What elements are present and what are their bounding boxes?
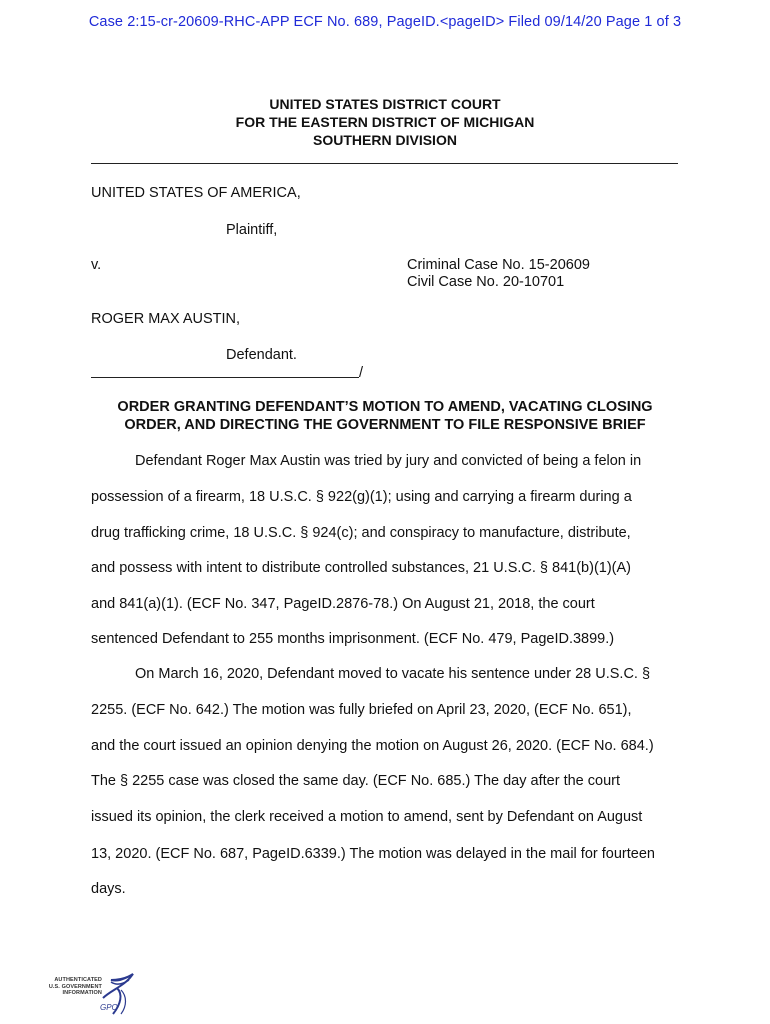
defendant-name: ROGER MAX AUSTIN, (91, 311, 241, 327)
body-line: On March 16, 2020, Defendant moved to vacate his sentence under 28 U.S.C. § (135, 666, 651, 682)
body-line: sentenced Defendant to 255 months imprisonment. (ECF No. 479, PageID.3899.) (91, 631, 615, 647)
gpo-mark-label: GPO (100, 1003, 118, 1012)
gpo-eagle-icon (97, 968, 141, 1018)
heading-divider (91, 163, 678, 164)
gpo-authentication-text (42, 977, 102, 997)
plaintiff-name: UNITED STATES OF AMERICA, (91, 185, 301, 201)
court-heading (0, 95, 770, 149)
body-line: The § 2255 case was closed the same day. (ECF No. 685.) The day after the court (91, 773, 620, 789)
defendant-role: Defendant. (226, 347, 297, 363)
versus: v. (91, 257, 102, 273)
gpo-authentication-logo (42, 968, 142, 1018)
court-district: FOR THE EASTERN DISTRICT OF MICHIGAN (235, 114, 535, 130)
gpo-text-line-2: U.S. GOVERNMENT (48, 983, 102, 990)
body-line: and the court issued an opinion denying the motion on August 26, 2020. (ECF No. 684.) (91, 738, 654, 754)
body-line: 13, 2020. (ECF No. 687, PageID.6339.) The motion was delayed in the mail for fourteen (91, 846, 655, 862)
order-title (0, 398, 770, 434)
body-line: possession of a firearm, 18 U.S.C. § 922(g)(1); using and carrying a firearm during a (91, 489, 632, 505)
gpo-text-line-1: AUTHENTICATED (54, 977, 102, 983)
civil-case-number: Civil Case No. 20-10701 (407, 274, 565, 290)
body-line: drug trafficking crime, 18 U.S.C. § 924(c); and conspiracy to manufacture, distribute, (91, 525, 631, 541)
body-line: Defendant Roger Max Austin was tried by jury and convicted of being a felon in (135, 453, 642, 469)
court-division: SOUTHERN DIVISION (313, 132, 457, 148)
plaintiff-role: Plaintiff, (226, 222, 278, 238)
gpo-text-line-3: INFORMATION (62, 990, 102, 996)
body-line: 2255. (ECF No. 642.) The motion was fully briefed on April 23, 2020, (ECF No. 651), (91, 702, 632, 718)
body-line: days. (91, 881, 126, 897)
body-line: and 841(a)(1). (ECF No. 347, PageID.2876-78.) On August 21, 2018, the court (91, 596, 595, 612)
body-line: issued its opinion, the clerk received a motion to amend, sent by Defendant on August (91, 809, 643, 825)
order-title-line-2: ORDER, AND DIRECTING THE GOVERNMENT TO FILE RESPONSIVE BRIEF (124, 417, 646, 433)
body-line: and possess with intent to distribute controlled substances, 21 U.S.C. § 841(b)(1)(A) (91, 560, 631, 576)
court-name: UNITED STATES DISTRICT COURT (269, 96, 501, 112)
caption-slash: / (359, 365, 364, 381)
ecf-filing-header: Case 2:15-cr-20609-RHC-APP ECF No. 689, PageID.<pageID> Filed 09/14/20 Page 1 of 3 (88, 14, 682, 30)
order-title-line-1: ORDER GRANTING DEFENDANT’S MOTION TO AMEND, VACATING CLOSING (117, 399, 653, 415)
criminal-case-number: Criminal Case No. 15-20609 (407, 257, 590, 273)
caption-closing-line (91, 377, 359, 378)
